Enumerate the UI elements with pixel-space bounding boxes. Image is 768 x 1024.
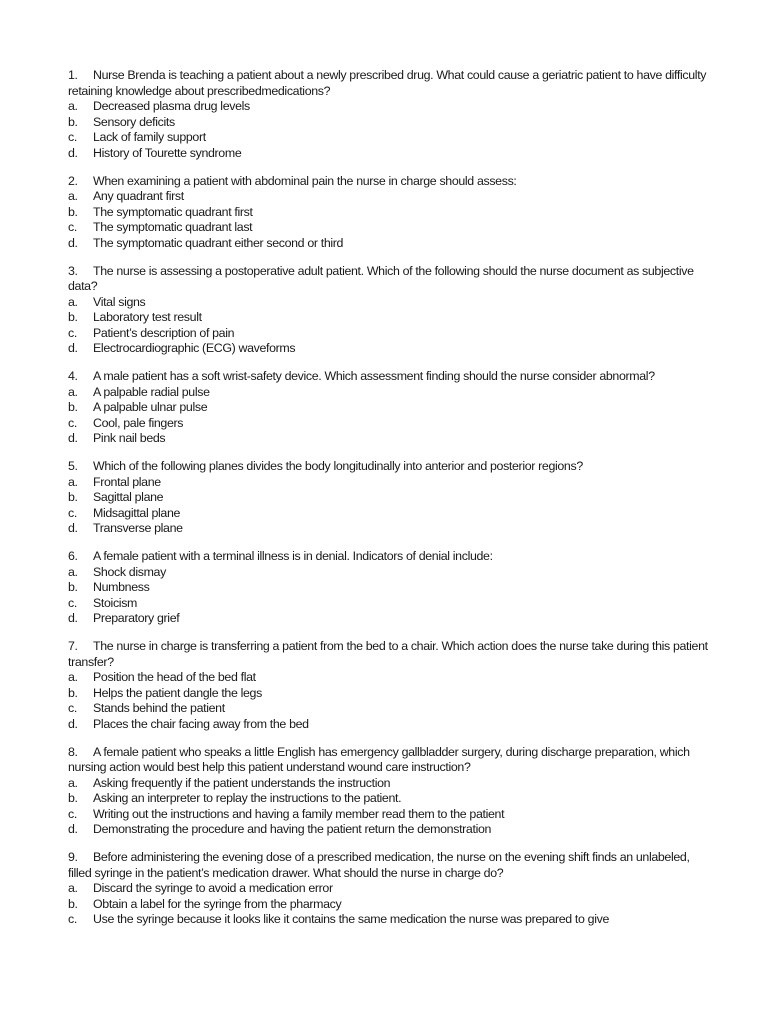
option-letter: a. (68, 775, 78, 790)
question-text: A female patient who speaks a little English has emergency gallbladder surgery, during discharge preparation, which nursing action would best help this patient understand wound care instruction? (68, 744, 690, 774)
question-text: Which of the following planes divides the body longitudinally into anterior and posterior regions? (93, 459, 583, 473)
option-letter: a. (68, 294, 78, 309)
option-a (68, 295, 708, 311)
question-7 (68, 639, 708, 732)
option-text: Stands behind the patient (93, 701, 225, 715)
option-letter: a. (68, 474, 78, 489)
option-letter: d. (68, 341, 78, 355)
option-text: Laboratory test result (93, 310, 202, 324)
question-4 (68, 369, 708, 447)
option-letter: b. (68, 490, 78, 504)
option-text: Cool, pale fingers (93, 415, 184, 430)
question-stem (68, 549, 708, 565)
option-letter: c. (68, 325, 77, 340)
option-letter: d. (68, 145, 78, 160)
option-a (68, 475, 708, 491)
option-b (68, 400, 708, 416)
option-letter: a. (68, 564, 78, 579)
option-text: Any quadrant first (93, 189, 184, 203)
option-a (68, 565, 708, 581)
option-letter: b. (68, 400, 78, 414)
question-stem (68, 174, 708, 190)
option-d (68, 341, 708, 357)
option-c (68, 416, 708, 432)
question-2 (68, 174, 708, 252)
question-number: 5. (68, 459, 78, 473)
option-b (68, 310, 708, 326)
question-text: Nurse Brenda is teaching a patient about a newly prescribed drug. What could cause a geriatric patient to have difficulty retaining knowledge about prescribedmedications? (68, 68, 707, 98)
option-c (68, 506, 708, 522)
option-text: History of Tourette syndrome (93, 145, 242, 160)
question-3 (68, 264, 708, 357)
option-c (68, 220, 708, 236)
option-c (68, 701, 708, 717)
question-number: 2. (68, 173, 78, 188)
option-text: A palpable ulnar pulse (93, 400, 208, 414)
option-text: Vital signs (93, 294, 146, 309)
question-number: 9. (68, 850, 78, 864)
option-text: Places the chair facing away from the bed (93, 716, 309, 731)
option-text: Helps the patient dangle the legs (93, 685, 262, 700)
option-text: Midsagittal plane (93, 505, 181, 520)
option-c (68, 130, 708, 146)
option-letter: c. (68, 505, 77, 520)
option-c (68, 596, 708, 612)
option-b (68, 205, 708, 221)
option-letter: b. (68, 114, 78, 129)
option-d (68, 236, 708, 252)
option-c (68, 912, 708, 928)
option-text: Lack of family support (93, 130, 206, 144)
question-text: When examining a patient with abdominal pain the nurse in charge should assess: (93, 173, 517, 188)
option-letter: b. (68, 791, 78, 805)
option-letter: d. (68, 235, 78, 250)
option-text: Demonstrating the procedure and having the patient return the demonstration (93, 822, 492, 836)
question-stem (68, 850, 708, 881)
option-c (68, 326, 708, 342)
option-d (68, 717, 708, 733)
option-text: Electrocardiographic (ECG) waveforms (93, 341, 296, 355)
option-text: Shock dismay (93, 564, 166, 579)
question-number: 4. (68, 369, 78, 383)
option-letter: c. (68, 130, 77, 144)
option-text: Transverse plane (93, 521, 183, 535)
option-letter: a. (68, 189, 78, 203)
option-b (68, 686, 708, 702)
question-9 (68, 850, 708, 928)
option-text: Use the syringe because it looks like it contains the same medication the nurse was prepared to give (93, 912, 609, 926)
option-text: Asking an interpreter to replay the instructions to the patient. (93, 791, 402, 805)
question-text: The nurse in charge is transferring a patient from the bed to a chair. Which action does the nurse take during this patient transfer? (68, 639, 708, 669)
option-text: Preparatory grief (93, 611, 180, 625)
question-6 (68, 549, 708, 627)
option-letter: d. (68, 521, 78, 535)
document-page (68, 68, 708, 940)
option-text: Frontal plane (93, 474, 161, 489)
option-letter: c. (68, 701, 77, 715)
option-text: Asking frequently if the patient understands the instruction (93, 775, 391, 790)
option-d (68, 146, 708, 162)
option-text: Discard the syringe to avoid a medication error (93, 881, 333, 895)
question-stem (68, 745, 708, 776)
option-letter: a. (68, 670, 78, 684)
option-letter: b. (68, 896, 78, 911)
option-letter: b. (68, 580, 78, 594)
question-number: 6. (68, 549, 78, 563)
option-letter: c. (68, 806, 77, 821)
option-a (68, 881, 708, 897)
option-text: Decreased plasma drug levels (93, 99, 250, 113)
question-1 (68, 68, 708, 161)
option-letter: c. (68, 595, 77, 610)
option-text: A palpable radial pulse (93, 384, 210, 399)
option-text: Position the head of the bed flat (93, 670, 256, 684)
option-text: The symptomatic quadrant last (93, 220, 253, 234)
option-text: Numbness (93, 580, 150, 594)
option-letter: c. (68, 912, 77, 926)
question-stem (68, 459, 708, 475)
option-letter: b. (68, 685, 78, 700)
question-stem (68, 68, 708, 99)
option-b (68, 791, 708, 807)
option-letter: d. (68, 716, 78, 731)
option-letter: c. (68, 415, 77, 430)
option-letter: d. (68, 822, 78, 836)
option-d (68, 521, 708, 537)
option-a (68, 670, 708, 686)
question-text: The nurse is assessing a postoperative adult patient. Which of the following should the nurse document as subjective data? (68, 263, 694, 293)
question-number: 1. (68, 68, 78, 82)
option-letter: d. (68, 611, 78, 625)
option-a (68, 385, 708, 401)
option-b (68, 490, 708, 506)
option-d (68, 431, 708, 447)
option-text: Sagittal plane (93, 490, 164, 504)
option-text: Obtain a label for the syringe from the pharmacy (93, 896, 342, 911)
question-8 (68, 745, 708, 838)
option-d (68, 822, 708, 838)
option-letter: b. (68, 204, 78, 219)
question-stem (68, 639, 708, 670)
option-letter: c. (68, 220, 77, 234)
question-number: 7. (68, 639, 78, 653)
question-text: Before administering the evening dose of a prescribed medication, the nurse on the evening shift finds an unlabeled, filled syringe in the patient’s medication drawer. What should the nurse in charge do? (68, 850, 690, 880)
option-c (68, 807, 708, 823)
question-text: A male patient has a soft wrist-safety device. Which assessment finding should the nurse consider abnormal? (93, 369, 655, 383)
option-b (68, 580, 708, 596)
option-text: Patient’s description of pain (93, 325, 235, 340)
option-letter: b. (68, 310, 78, 324)
question-5 (68, 459, 708, 537)
question-number: 3. (68, 263, 78, 278)
option-letter: a. (68, 384, 78, 399)
option-a (68, 99, 708, 115)
option-d (68, 611, 708, 627)
option-text: Writing out the instructions and having a family member read them to the patient (93, 806, 505, 821)
option-letter: d. (68, 431, 78, 445)
option-text: Pink nail beds (93, 431, 166, 445)
option-letter: a. (68, 881, 78, 895)
question-number: 8. (68, 744, 78, 759)
question-text: A female patient with a terminal illness is in denial. Indicators of denial include: (93, 549, 493, 563)
option-b (68, 115, 708, 131)
option-a (68, 189, 708, 205)
option-text: The symptomatic quadrant first (93, 204, 253, 219)
option-letter: a. (68, 99, 78, 113)
question-stem (68, 264, 708, 295)
option-text: Stoicism (93, 595, 138, 610)
option-a (68, 776, 708, 792)
question-stem (68, 369, 708, 385)
option-text: The symptomatic quadrant either second or third (93, 235, 344, 250)
option-text: Sensory deficits (93, 114, 175, 129)
option-b (68, 897, 708, 913)
